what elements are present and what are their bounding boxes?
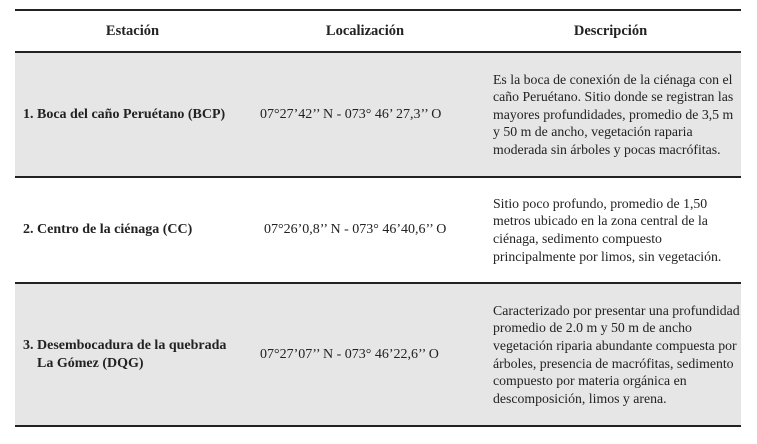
station-description: Sitio poco profundo, promedio de 1,50 metros ubicado en la zona central de la ciénaga, sedimento compuesto principalmente por limos, sin vegetación. <box>493 195 722 264</box>
stations-table <box>15 9 741 427</box>
station-description: Caracterizado por presentar una profundidad promedio de 2.0 m y 50 m de ancho vegetación riparia abundante compuesta por árboles, presencia de macrófitas, sedimento compuesto por materia orgánica en descomposición, limos y arena. <box>493 302 740 406</box>
header-descripcion: Descripción <box>573 22 648 39</box>
station-name-line2: La Gómez (DQG) <box>37 355 144 371</box>
table-row <box>15 284 741 427</box>
station-name <box>15 337 250 373</box>
table-header <box>15 11 741 53</box>
station-description: Es la boca de conexión de la ciénaga con el caño Peruétano. Sitio donde se registran las mayores profundidades, promedio de 3,5 m y 50 m de ancho, vegetación raparia moderada sin árboles y pocas macrófitas. <box>493 71 734 157</box>
header-localizacion: Localización <box>325 22 405 39</box>
header-estacion: Estación <box>105 22 160 39</box>
station-name-line1: 3. Desembocadura de la quebrada <box>23 337 227 353</box>
station-location: 07°27’42’’ N - 073° 46’ 27,3’’ O <box>260 106 442 122</box>
station-location: 07°27’07’’ N - 073° 46’22,6’’ O <box>260 346 439 362</box>
table-row <box>15 53 741 178</box>
table-row <box>15 178 741 284</box>
station-name: 1. Boca del caño Peruétano (BCP) <box>23 106 226 122</box>
station-name: 2. Centro de la ciénaga (CC) <box>23 222 193 237</box>
station-location: 07°26’0,8’’ N - 073° 46’40,6’’ O <box>264 222 447 237</box>
